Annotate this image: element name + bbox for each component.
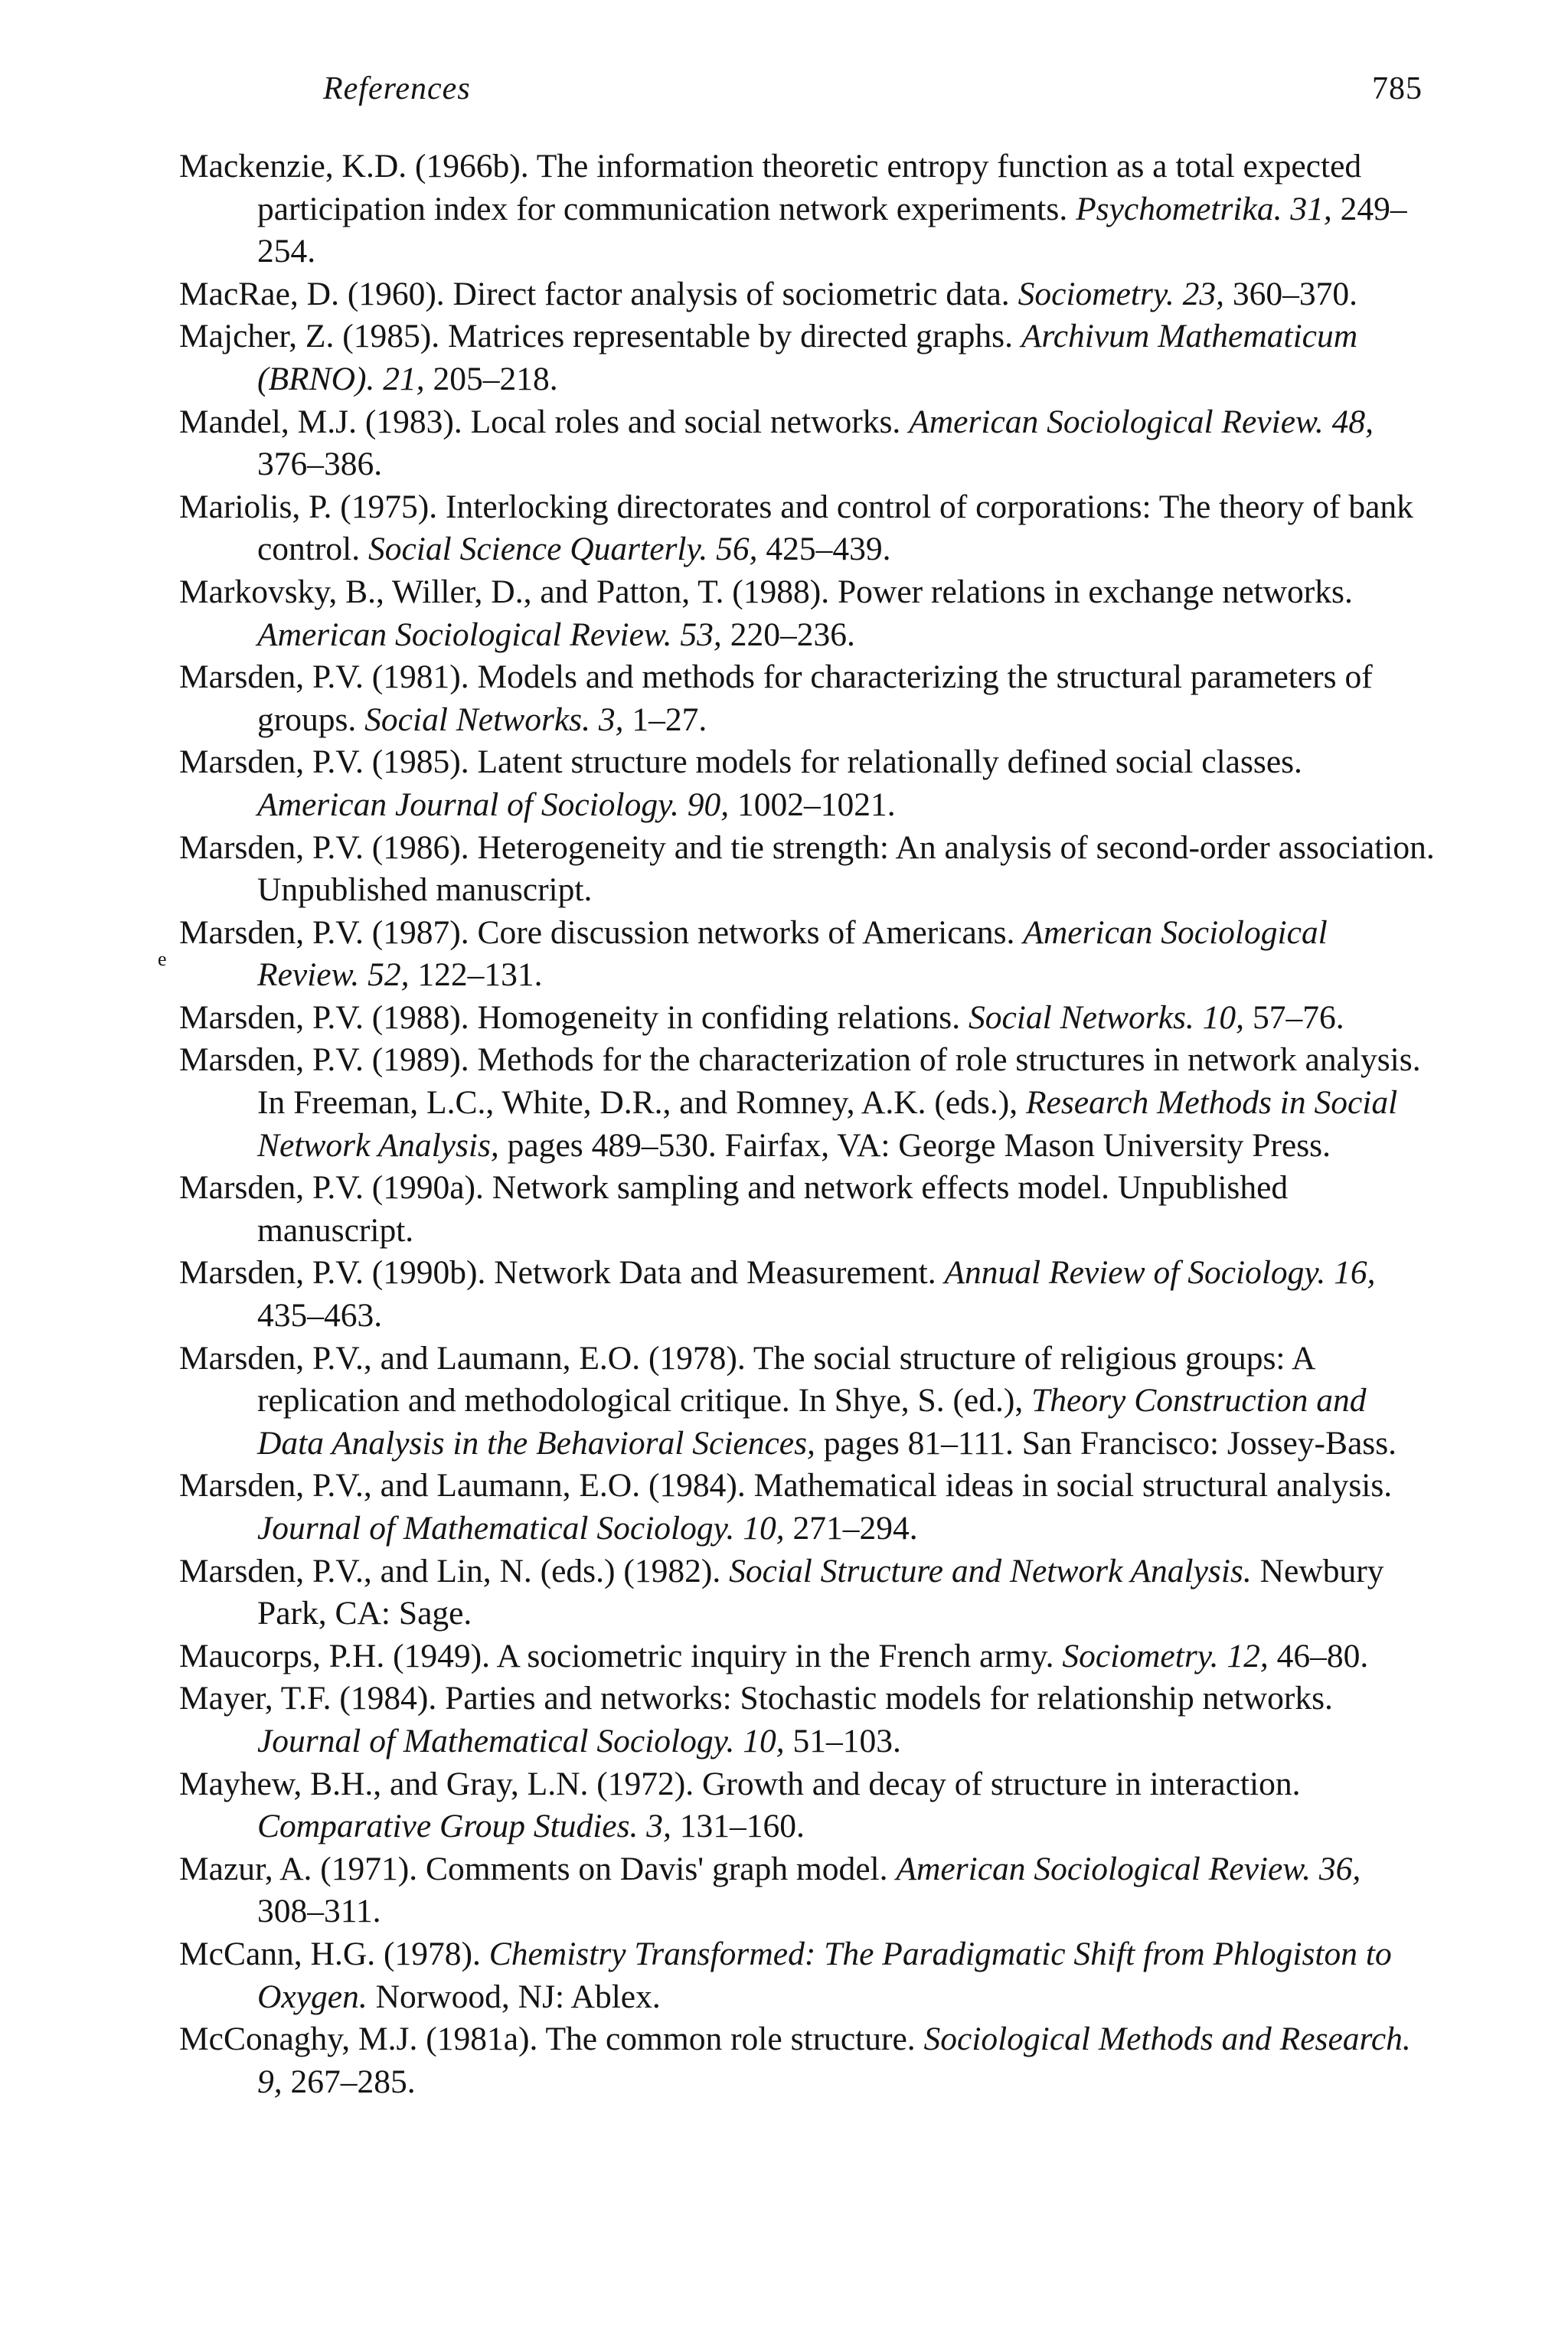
reference-entry — [179, 656, 1435, 741]
reference-text: 425–439. — [757, 531, 891, 568]
reference-entry — [179, 1848, 1435, 1933]
margin-mark: e — [158, 948, 167, 970]
reference-entry — [179, 741, 1435, 826]
reference-italic-text: Theory Construction and Data Analysis in the Behavioral Sciences, — [257, 1382, 1367, 1462]
reference-entry — [179, 2018, 1435, 2103]
reference-text: 360–370. — [1223, 275, 1357, 312]
reference-italic-text: Chemistry Transformed: The Paradigmatic Shift from Phlogiston to Oxygen. — [257, 1935, 1392, 2015]
reference-text: Maucorps, P.H. (1949). A sociometric inquiry in the French army. — [179, 1637, 1063, 1674]
reference-text: Marsden, P.V. (1989). Methods for the characterization of role structures in network analysis. In Freeman, L.C., White, D.R., and Romney, A.K. (eds.), — [179, 1041, 1421, 1122]
reference-text: 220–236. — [721, 616, 855, 653]
reference-text: Mariolis, P. (1975). Interlocking directorates and control of corporations: The theory of bank control. — [179, 488, 1413, 568]
reference-entry — [179, 1465, 1435, 1550]
reference-entry — [179, 1550, 1435, 1635]
reference-text: 249–254. — [257, 190, 1407, 270]
reference-entry — [179, 145, 1435, 273]
reference-italic-text: Annual Review of Sociology. 16, — [944, 1254, 1376, 1292]
reference-text: 205–218. — [424, 360, 558, 397]
reference-entry — [179, 827, 1435, 912]
reference-italic-text: Sociometry. 12, — [1062, 1637, 1269, 1674]
reference-entry — [179, 1039, 1435, 1167]
page-number: 785 — [1372, 71, 1423, 106]
reference-italic-text: Sociological Methods and Research. 9, — [257, 2021, 1411, 2100]
reference-italic-text: Archivum Mathematicum (BRNO). 21, — [257, 318, 1358, 397]
reference-list — [179, 145, 1435, 2103]
reference-text: McCann, H.G. (1978). — [179, 1935, 489, 1972]
reference-entry — [179, 1338, 1435, 1465]
reference-entry — [179, 1933, 1435, 2018]
reference-text: 122–131. — [409, 956, 543, 994]
reference-text: Mackenzie, K.D. (1966b). The information theoretic entropy function as a total expected participation index for communication network experiments. — [179, 148, 1362, 227]
reference-italic-text: Psychometrika. 31, — [1076, 190, 1332, 227]
reference-entry — [179, 997, 1435, 1040]
reference-text: 1002–1021. — [729, 786, 896, 823]
reference-text: 308–311. — [257, 1893, 381, 1930]
reference-entry — [179, 912, 1435, 997]
reference-text: Mazur, A. (1971). Comments on Davis' graph model. — [179, 1850, 897, 1887]
reference-italic-text: American Sociological Review. 53, — [257, 616, 722, 653]
reference-italic-text: Journal of Mathematical Sociology. 10, — [257, 1722, 785, 1759]
reference-text: Marsden, P.V. (1988). Homogeneity in confiding relations. — [179, 998, 969, 1036]
reference-text: Marsden, P.V., and Lin, N. (eds.) (1982). — [179, 1552, 730, 1589]
reference-text: 271–294. — [784, 1510, 918, 1547]
reference-text: Marsden, P.V. (1990b). Network Data and Measurement. — [179, 1254, 945, 1292]
reference-text: 435–463. — [257, 1297, 383, 1335]
reference-text: 376–386. — [257, 446, 383, 483]
reference-entry — [179, 401, 1435, 486]
reference-text: Newbury Park, CA: Sage. — [257, 1552, 1384, 1632]
reference-text: 131–160. — [671, 1808, 805, 1845]
reference-text: Mandel, M.J. (1983). Local roles and social networks. — [179, 403, 910, 440]
reference-text: Mayer, T.F. (1984). Parties and networks: Stochastic models for relationship networks. — [179, 1680, 1333, 1717]
reference-entry — [179, 1635, 1435, 1678]
reference-text: Marsden, P.V. (1990a). Network sampling and network effects model. Unpublished manuscript. — [179, 1169, 1289, 1249]
reference-text: Norwood, NJ: Ablex. — [367, 1978, 661, 2015]
reference-text: MacRae, D. (1960). Direct factor analysis of sociometric data. — [179, 275, 1018, 312]
reference-text: 46–80. — [1268, 1637, 1369, 1674]
reference-text: Mayhew, B.H., and Gray, L.N. (1972). Growth and decay of structure in interaction. — [179, 1765, 1301, 1802]
reference-text: Marsden, P.V., and Laumann, E.O. (1984). Mathematical ideas in social structural analysis. — [179, 1467, 1393, 1505]
reference-italic-text: Research Methods in Social Network Analysis, — [257, 1084, 1398, 1164]
reference-italic-text: American Sociological Review. 36, — [896, 1850, 1361, 1887]
reference-entry — [179, 486, 1435, 571]
reference-text: 51–103. — [784, 1722, 901, 1759]
reference-italic-text: Comparative Group Studies. 3, — [257, 1808, 671, 1845]
reference-text: Majcher, Z. (1985). Matrices representable by directed graphs. — [179, 318, 1021, 355]
reference-text: pages 489–530. Fairfax, VA: George Mason University Press. — [498, 1126, 1331, 1164]
reference-entry — [179, 571, 1435, 656]
reference-text: 267–285. — [282, 2063, 416, 2100]
reference-italic-text: Journal of Mathematical Sociology. 10, — [257, 1510, 785, 1547]
reference-text: 1–27. — [623, 701, 707, 738]
reference-text: pages 81–111. San Francisco: Jossey-Bass. — [815, 1424, 1397, 1462]
reference-italic-text: Sociometry. 23, — [1018, 275, 1224, 312]
reference-entry — [179, 1252, 1435, 1337]
reference-text: 57–76. — [1244, 998, 1344, 1036]
reference-text: Marsden, P.V. (1985). Latent structure models for relationally defined social classes. — [179, 743, 1302, 781]
reference-italic-text: American Sociological Review. 48, — [909, 403, 1374, 440]
reference-entry — [179, 1167, 1435, 1252]
reference-entry — [179, 273, 1435, 316]
reference-italic-text: American Sociological Review. 52, — [257, 913, 1328, 994]
reference-text: Marsden, P.V. (1981). Models and methods for characterizing the structural parameters of groups. — [179, 658, 1373, 738]
reference-entry — [179, 1678, 1435, 1763]
reference-italic-text: Social Structure and Network Analysis. — [729, 1552, 1252, 1589]
reference-italic-text: Social Networks. 10, — [968, 998, 1245, 1036]
running-head: References — [323, 71, 471, 106]
reference-entry — [179, 315, 1435, 400]
reference-text: McConaghy, M.J. (1981a). The common role structure. — [179, 2021, 924, 2058]
reference-italic-text: Social Networks. 3, — [364, 701, 624, 738]
reference-text: Marsden, P.V. (1987). Core discussion networks of Americans. — [179, 913, 1024, 951]
reference-text: Markovsky, B., Willer, D., and Patton, T. (1988). Power relations in exchange networks. — [179, 573, 1353, 610]
reference-text: Marsden, P.V., and Laumann, E.O. (1978). The social structure of religious groups: A replication and methodological critique. In Shye, S. (ed.), — [179, 1339, 1314, 1420]
reference-italic-text: American Journal of Sociology. 90, — [257, 786, 730, 823]
reference-entry — [179, 1763, 1435, 1848]
reference-text: Marsden, P.V. (1986). Heterogeneity and tie strength: An analysis of second-order association. Unpublished manuscript. — [179, 828, 1435, 909]
reference-italic-text: Social Science Quarterly. 56, — [368, 531, 758, 568]
